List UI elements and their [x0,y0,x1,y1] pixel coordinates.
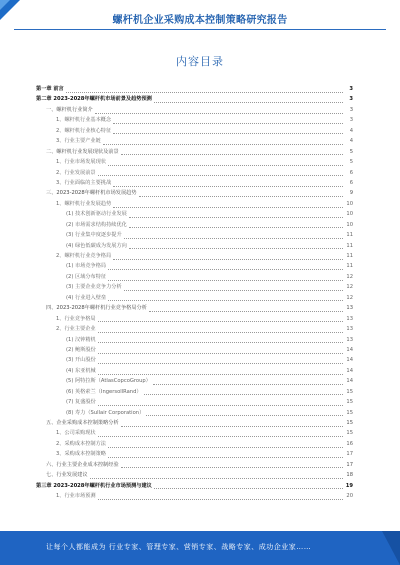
toc-entry[interactable] [36,397,353,407]
toc-leader-dots [149,305,343,312]
toc-leader-dots [121,461,343,468]
toc-leader-dots [98,169,343,176]
toc-entry-page: 4 [349,127,353,134]
toc-entry-page: 14 [346,346,353,353]
toc-leader-dots [129,211,343,218]
toc-entry-title: 1、行业竞争格局 [56,315,96,322]
toc-entry-page: 3 [349,86,353,92]
toc-entry[interactable] [36,94,353,104]
toc-entry-page: 20 [346,493,353,500]
toc-entry[interactable] [36,272,353,282]
toc-entry[interactable] [36,387,353,397]
toc-entry[interactable] [36,251,353,261]
toc-leader-dots [95,107,343,114]
toc-entry[interactable] [36,491,353,501]
toc-entry-page: 11 [346,253,353,259]
toc-entry-page: 14 [346,367,353,374]
toc-entry[interactable] [36,241,353,251]
toc-entry-page: 13 [346,336,353,343]
toc-entry-page: 12 [346,294,353,301]
toc-entry[interactable] [36,303,353,313]
toc-leader-dots [98,368,343,375]
toc-leader-dots [108,263,343,270]
table-of-contents [36,84,353,502]
toc-entry[interactable] [36,293,353,303]
toc-entry[interactable] [36,408,353,418]
toc-entry[interactable] [36,335,353,345]
toc-entry-page: 15 [346,399,353,406]
toc-entry[interactable] [36,376,353,386]
toc-entry-title: 2、采购成本控制方法 [56,440,106,447]
toc-entry-page: 10 [346,200,353,207]
toc-entry-page: 19 [345,482,353,489]
toc-leader-dots [154,482,343,489]
toc-entry-page: 11 [346,263,353,270]
toc-entry-page: 3 [349,117,353,124]
footer-slogan: 让每个人都能成为 行业专家、管理专家、营销专家、战略专家、成功企业家…… [46,543,312,551]
toc-entry[interactable] [36,481,353,491]
toc-leader-dots [98,315,343,322]
toc-entry-title: 3、行业主要产业链 [56,138,101,145]
toc-title: 内容目录 [176,55,224,68]
toc-entry-title: 一、螺杆机行业简介 [46,106,93,113]
toc-entry[interactable] [36,418,353,428]
toc-entry-title: 二、螺杆机行业发展现状及前景 [46,148,119,155]
toc-leader-dots [108,451,343,458]
toc-entry-title: 2、螺杆机行业竞争格局 [56,253,112,259]
toc-entry[interactable] [36,199,353,209]
toc-entry[interactable] [36,168,353,178]
toc-entry-title: (4) 行业进入壁垒 [66,294,107,301]
toc-leader-dots [113,201,343,208]
toc-entry[interactable] [36,355,353,365]
toc-leader-dots [144,388,343,395]
toc-entry-title: 四、2023-2028年螺杆机行业竞争格局分析 [46,305,147,312]
toc-entry-page: 13 [346,305,353,312]
footer-decoration [382,531,400,565]
toc-entry-page: 15 [346,420,353,426]
toc-entry-title: 2、行业发展前景 [56,169,96,176]
toc-entry-title: (4) 绿色低碳成为发展方向 [66,242,127,249]
toc-entry[interactable] [36,209,353,219]
toc-entry-title: (2) 区域分布特征 [66,273,107,280]
toc-leader-dots [113,253,343,260]
toc-leader-dots [103,138,343,145]
toc-entry-title: (3) 主要企业竞争力分析 [66,284,122,291]
toc-leader-dots [66,86,343,93]
toc-entry-title: (7) 复盛股份 [66,399,96,406]
toc-entry-title: 3、行业面临的主要挑战 [56,179,112,186]
toc-leader-dots [108,441,343,448]
toc-entry-title: (3) 开山股份 [66,357,96,364]
toc-leader-dots [113,117,343,124]
toc-entry-title: 1、公司采购现状 [56,430,96,437]
toc-entry[interactable] [36,460,353,470]
toc-leader-dots [153,378,343,385]
toc-entry-page: 12 [346,284,353,291]
toc-entry-page: 4 [349,138,353,145]
toc-entry-page: 5 [349,148,353,155]
toc-leader-dots [113,180,343,187]
toc-entry[interactable] [36,428,353,438]
toc-entry-title: (1) 汉钟精机 [66,336,96,343]
toc-entry[interactable] [36,470,353,480]
toc-entry[interactable] [36,345,353,355]
toc-entry[interactable] [36,84,353,94]
toc-leader-dots [113,127,343,134]
toc-entry-title: 1、螺杆机行业发展趋势 [56,200,112,207]
toc-entry-page: 10 [346,211,353,218]
toc-entry-page: 6 [349,179,353,186]
toc-entry-title: 第一章 前言 [36,86,64,92]
toc-entry-page: 6 [349,169,353,176]
toc-entry[interactable] [36,230,353,240]
toc-leader-dots [98,336,343,343]
toc-entry-page: 3 [349,96,353,103]
toc-entry-title: (8) 寿力（Sullair Corporation） [66,409,145,416]
toc-leader-dots [98,347,343,354]
toc-entry[interactable] [36,314,353,324]
toc-leader-dots [98,326,343,333]
toc-leader-dots [124,284,343,291]
toc-entry[interactable] [36,126,353,136]
toc-entry[interactable] [36,282,353,292]
corner-decoration-inner [0,0,10,10]
toc-entry-page: 11 [346,242,353,249]
toc-entry-page: 17 [346,461,353,468]
toc-entry-page: 18 [346,472,353,479]
toc-entry[interactable] [36,366,353,376]
toc-entry-page: 5 [349,159,353,166]
toc-entry-title: 第三章 2023-2028年螺杆机行业市场预测与建议 [36,482,152,489]
toc-entry[interactable] [36,449,353,459]
toc-entry-title: 七、行业发展建议 [46,472,88,479]
toc-entry-title: (4) 东亚机械 [66,367,96,374]
toc-entry-page: 16 [346,440,353,447]
toc-entry[interactable] [36,105,353,115]
page-footer [0,531,400,565]
header-divider [14,29,386,30]
toc-entry[interactable] [36,220,353,230]
toc-entry-title: 五、企业采购成本控制策略分析 [46,420,119,426]
toc-entry-title: (2) 鲍斯股份 [66,346,96,353]
toc-leader-dots [98,357,343,364]
toc-leader-dots [121,420,343,427]
toc-entry[interactable] [36,188,353,198]
toc-leader-dots [154,96,343,103]
toc-entry-title: (5) 阿特拉斯（AtlasCopcoGroup） [66,378,151,385]
toc-entry-title: (1) 技术创新驱动行业发展 [66,211,127,218]
toc-entry-page: 3 [349,106,353,113]
toc-entry-title: 第二章 2023-2028年螺杆机市场前景及趋势预测 [36,96,152,103]
toc-leader-dots [121,148,343,155]
toc-entry[interactable] [36,178,353,188]
toc-entry[interactable] [36,115,353,125]
toc-leader-dots [108,274,343,281]
toc-entry-title: 3、采购成本控制策略 [56,451,106,458]
toc-leader-dots [98,399,343,406]
toc-leader-dots [129,221,343,228]
toc-entry-title: 三、2023-2028年螺杆机市场发展趋势 [46,190,137,197]
toc-entry[interactable] [36,147,353,157]
toc-entry-title: 2、行业主要企业 [56,326,96,333]
toc-leader-dots [90,472,343,479]
toc-entry-page: 14 [346,378,353,385]
toc-entry-title: (1) 市场竞争格局 [66,263,107,270]
toc-entry[interactable] [36,136,353,146]
toc-entry-page: 13 [346,315,353,322]
toc-leader-dots [98,430,343,437]
toc-entry[interactable] [36,261,353,271]
toc-entry-title: 2、螺杆机行业核心特征 [56,127,112,134]
toc-leader-dots [146,409,343,416]
toc-leader-dots [98,493,343,500]
toc-leader-dots [108,159,343,166]
toc-entry-page: 14 [346,357,353,364]
toc-entry-page: 15 [346,430,353,437]
toc-entry-page: 9 [349,190,353,197]
toc-entry-title: (6) 英格索兰（IngersollRand） [66,388,142,395]
toc-entry[interactable] [36,439,353,449]
toc-entry-page: 11 [346,232,353,239]
toc-entry-title: (3) 行业集中度逐步提升 [66,232,122,239]
toc-entry-page: 17 [346,451,353,458]
document-title: 螺杆机企业采购成本控制策略研究报告 [112,15,288,26]
toc-leader-dots [139,190,343,197]
toc-entry-title: 1、行业市场预测 [56,493,96,500]
toc-entry-title: 六、行业主要企业成本控制经验 [46,461,119,468]
toc-entry-page: 15 [346,388,353,395]
toc-entry-page: 15 [346,409,353,416]
toc-entry-page: 12 [346,273,353,280]
toc-entry[interactable] [36,324,353,334]
toc-entry-title: (2) 市场需求结构持续优化 [66,221,127,228]
toc-entry-page: 10 [346,221,353,228]
toc-entry[interactable] [36,157,353,167]
page-header [0,0,400,34]
toc-leader-dots [129,242,343,249]
toc-entry-title: 1、行业市场发展现状 [56,159,106,166]
toc-leader-dots [124,232,343,239]
toc-leader-dots [108,294,343,301]
toc-entry-title: 1、螺杆机行业基本概念 [56,117,112,124]
toc-entry-page: 13 [346,326,353,333]
